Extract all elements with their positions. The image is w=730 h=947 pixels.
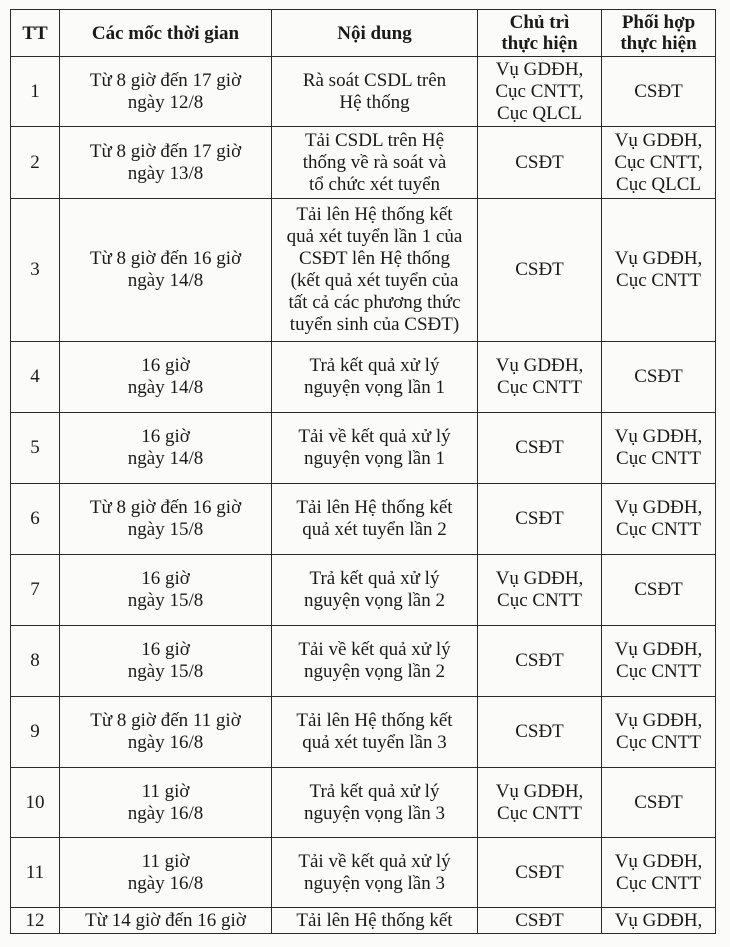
cell-cooperate [602,57,716,127]
cell-content-line: CSĐT lên Hệ thống [298,248,451,269]
cell-time [60,697,272,768]
cell-cooperate [602,555,716,626]
cell-time-line: ngày 15/8 [127,661,204,682]
cell-cooperate [602,908,716,934]
cell-time-line: Từ 8 giờ đến 16 giờ [89,248,242,269]
cell-lead [478,57,602,127]
cell-tt: 12 [11,908,60,934]
table-row [11,199,716,342]
cell-time-line: ngày 14/8 [127,377,204,398]
cell-cooperate-line: CSĐT [634,579,683,600]
cell-lead [478,838,602,908]
cell-content [272,768,478,838]
cell-tt: 8 [11,626,60,697]
cell-time-line: ngày 16/8 [127,802,204,824]
cell-time [60,838,272,908]
cell-lead [478,199,602,342]
table-row [11,555,716,626]
table-row [11,57,716,127]
cell-time-line: ngày 15/8 [127,590,204,611]
cell-content-line: Tải lên Hệ thống kết [296,204,453,225]
cell-time-line: Từ 8 giờ đến 17 giờ [89,69,242,91]
table-row [11,768,716,838]
cell-cooperate [602,413,716,484]
header-lead-line: Chủ trì [509,12,570,33]
cell-content-line: (kết quả xét tuyển của [290,270,459,291]
cell-time-line: Từ 8 giờ đến 17 giờ [89,140,242,162]
cell-tt: 7 [11,555,60,626]
cell-content-line: Rà soát CSDL trên [302,69,447,91]
cell-time [60,908,272,934]
cell-content-line: Trả kết quả xử lý [309,780,440,802]
table-row [11,838,716,908]
cell-cooperate-line: Cục QLCL [616,173,701,195]
cell-lead-line: Cục CNTT, [495,80,584,102]
header-cooperate-line: thực hiện [620,33,697,54]
table-row [11,484,716,555]
cell-tt: 2 [11,127,60,199]
cell-lead [478,484,602,555]
cell-content [272,838,478,908]
cell-time [60,484,272,555]
cell-tt: 10 [11,768,60,838]
header-cooperate [602,10,716,57]
cell-time [60,127,272,199]
cell-time-line: ngày 14/8 [127,270,204,291]
cell-content-line: quả xét tuyển lần 1 của [286,226,463,247]
header-lead [478,10,602,57]
cell-lead [478,413,602,484]
cell-cooperate-line: CSĐT [634,366,683,387]
table-header-row [11,10,716,57]
cell-lead-line: CSĐT [515,721,564,742]
cell-lead-line: Vụ GDĐH, [495,568,584,589]
cell-time-line: ngày 13/8 [127,162,204,184]
cell-lead [478,626,602,697]
cell-lead-line: CSĐT [515,650,564,671]
cell-time [60,199,272,342]
cell-time-line: ngày 16/8 [127,732,204,753]
cell-cooperate [602,199,716,342]
cell-content-line: tổ chức xét tuyển [308,173,441,195]
cell-cooperate-line: Cục CNTT [616,448,701,469]
cell-cooperate-line: CSĐT [634,80,683,102]
cell-lead-line: CSĐT [515,508,564,529]
cell-lead [478,697,602,768]
cell-lead-line: CSĐT [515,151,564,173]
cell-cooperate [602,768,716,838]
cell-lead [478,768,602,838]
cell-time-line: 16 giờ [141,426,190,447]
cell-time [60,555,272,626]
cell-lead [478,342,602,413]
cell-content-line: Trả kết quả xử lý [309,355,440,376]
table-row [11,908,716,934]
cell-cooperate-line: Vụ GDĐH, [614,248,703,269]
cell-cooperate-line: Cục CNTT [616,270,701,291]
cell-time [60,768,272,838]
cell-cooperate [602,484,716,555]
cell-content-line: nguyện vọng lần 1 [304,377,445,398]
cell-lead-line: Cục CNTT [497,590,582,611]
cell-cooperate-line: Cục CNTT [616,661,701,682]
cell-time-line: 11 giờ [141,780,190,802]
table-row [11,127,716,199]
cell-lead-line: CSĐT [515,259,564,280]
cell-content-line: Hệ thống [339,91,410,113]
cell-lead-line: CSĐT [515,909,564,931]
cell-content [272,413,478,484]
cell-time-line: ngày 15/8 [127,519,204,540]
cell-time [60,57,272,127]
cell-content [272,484,478,555]
cell-content-line: Tải lên Hệ thống kết [296,710,453,731]
cell-tt: 1 [11,57,60,127]
cell-cooperate-line: Vụ GDĐH, [614,850,703,872]
cell-content [272,555,478,626]
cell-lead [478,555,602,626]
cell-cooperate-line: CSĐT [634,791,683,813]
cell-time-line: 11 giờ [141,850,190,872]
cell-time-line: ngày 12/8 [127,91,204,113]
cell-cooperate-line: Cục CNTT [616,732,701,753]
cell-tt: 5 [11,413,60,484]
cell-cooperate [602,838,716,908]
cell-content-line: tuyển sinh của CSĐT) [289,314,460,335]
cell-tt: 3 [11,199,60,342]
table-row [11,413,716,484]
cell-time-line: Từ 8 giờ đến 16 giờ [89,497,242,518]
cell-cooperate-line: Cục CNTT, [614,151,703,173]
cell-cooperate-line: Vụ GDĐH, [614,426,703,447]
cell-content-line: Tải về kết quả xử lý [298,426,451,447]
cell-lead-line: CSĐT [515,861,564,883]
cell-content-line: Trả kết quả xử lý [309,568,440,589]
cell-lead [478,908,602,934]
cell-content [272,57,478,127]
cell-content-line: nguyện vọng lần 1 [304,448,445,469]
cell-lead-line: Cục CNTT [497,802,582,824]
cell-cooperate-line: Vụ GDĐH, [614,639,703,660]
cell-time-line: Từ 8 giờ đến 11 giờ [90,710,241,731]
cell-lead-line: Vụ GDĐH, [495,355,584,376]
cell-tt: 9 [11,697,60,768]
cell-cooperate [602,127,716,199]
cell-time-line: 16 giờ [141,639,190,660]
cell-time [60,342,272,413]
cell-cooperate-line: Cục CNTT [616,872,701,894]
cropped-heading-fragment [0,0,730,4]
cell-content-line: nguyện vọng lần 3 [304,872,445,894]
cell-time-line: ngày 14/8 [127,448,204,469]
cell-lead [478,127,602,199]
cell-tt: 6 [11,484,60,555]
cell-content [272,342,478,413]
cell-lead-line: CSĐT [515,437,564,458]
cell-cooperate-line: Cục CNTT [616,519,701,540]
cell-content-line: Tải về kết quả xử lý [298,639,451,660]
cell-lead-line: Cục QLCL [497,102,582,124]
cell-content-line: quả xét tuyển lần 3 [302,732,447,753]
cell-time-line: 16 giờ [141,568,190,589]
cell-content [272,908,478,934]
table-body [11,57,716,934]
cell-cooperate-line: Vụ GDĐH, [614,710,703,731]
header-content: Nội dung [272,10,478,57]
cell-content-line: Tải CSDL trên Hệ [304,129,445,151]
cell-content-line: nguyện vọng lần 3 [304,802,445,824]
cell-cooperate-line: Vụ GDĐH, [614,497,703,518]
cell-content-line: quả xét tuyển lần 2 [302,519,447,540]
table-row [11,697,716,768]
header-cooperate-line: Phối hợp [621,12,696,33]
cell-time [60,626,272,697]
cell-tt: 11 [11,838,60,908]
cell-lead-line: Vụ GDĐH, [495,780,584,802]
cell-content-line: tất cả các phương thức [288,292,461,313]
cell-cooperate-line: Vụ GDĐH, [614,129,703,151]
cell-content-line: nguyện vọng lần 2 [304,590,445,611]
header-tt: TT [11,10,60,57]
table-row [11,626,716,697]
cell-time-line: ngày 16/8 [127,872,204,894]
cell-cooperate-line: Vụ GDĐH, [614,909,703,931]
table-row [11,342,716,413]
cell-cooperate [602,697,716,768]
cell-tt: 4 [11,342,60,413]
cell-content [272,127,478,199]
cell-content [272,697,478,768]
cell-content-line: Tải lên Hệ thống kết [296,497,453,518]
cell-content [272,199,478,342]
header-time: Các mốc thời gian [60,10,272,57]
cell-content-line: nguyện vọng lần 2 [304,661,445,682]
cell-content-line: Tải lên Hệ thống kết [296,909,453,931]
cell-cooperate [602,342,716,413]
cell-time [60,413,272,484]
cell-lead-line: Cục CNTT [497,377,582,398]
cell-content [272,626,478,697]
cell-cooperate [602,626,716,697]
header-lead-line: thực hiện [501,33,578,54]
cell-time-line: Từ 14 giờ đến 16 giờ [85,909,246,931]
cell-lead-line: Vụ GDĐH, [495,58,584,80]
cell-content-line: thống về rà soát và [302,151,447,173]
cell-time-line: 16 giờ [141,355,190,376]
cell-content-line: Tải về kết quả xử lý [298,850,451,872]
admission-timeline-table [10,9,716,934]
